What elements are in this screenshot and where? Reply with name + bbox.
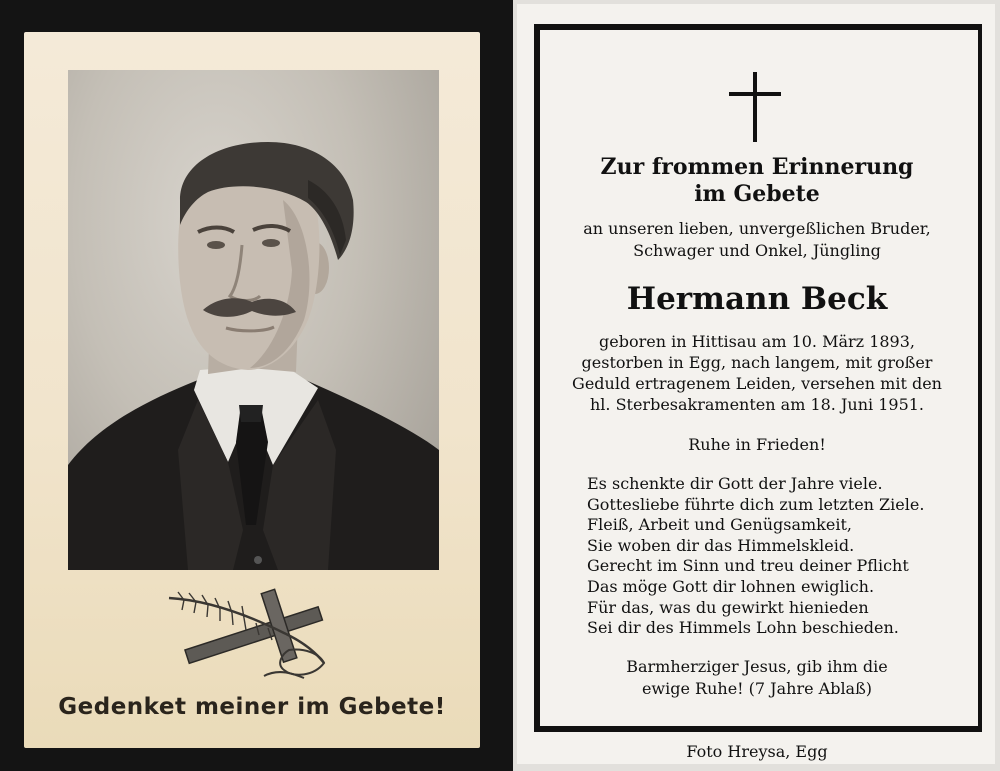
heading-line: Zur frommen Erinnerung: [600, 154, 914, 180]
dedication: [547, 218, 967, 262]
rest-in-peace: Ruhe in Frieden!: [688, 435, 826, 454]
bio-line: geboren in Hittisau am 10. März 1893,: [598, 332, 915, 351]
prayer-line: ewige Ruhe! (7 Jahre Ablaß): [641, 679, 873, 698]
poem-line: Es schenkte dir Gott der Jahre viele.: [587, 474, 883, 493]
prayer: [547, 656, 967, 700]
cross-icon: [729, 72, 781, 142]
right-panel: [513, 0, 1000, 771]
memorial-card-back: [517, 4, 995, 764]
bio-line: Geduld ertragenem Leiden, versehen mit den: [572, 374, 942, 393]
poem-line: Für das, was du gewirkt hienieden: [587, 597, 869, 617]
biography: [547, 331, 967, 415]
poem-line: Das möge Gott dir lohnen ewiglich.: [587, 576, 875, 596]
bio-line: hl. Sterbesakramenten am 18. Juni 1951.: [589, 395, 925, 414]
card-front-caption: Gedenket meiner im Gebete!: [58, 694, 446, 720]
memorial-poem: [587, 474, 967, 639]
photographer-credit: Foto Hreysa, Egg: [686, 742, 828, 761]
deceased-name: Hermann Beck: [626, 281, 888, 317]
poem-line: Gerecht im Sinn und treu deiner Pflicht: [587, 556, 909, 576]
dedication-line: Schwager und Onkel, Jüngling: [633, 241, 881, 260]
dedication-line: an unseren lieben, unvergeßlichen Bruder,: [583, 219, 931, 238]
poem-line: Fleiß, Arbeit und Genügsamkeit,: [587, 515, 852, 535]
cross-and-palm-emblem: [164, 588, 339, 683]
memorial-card-front: [24, 32, 480, 748]
heading: [547, 154, 967, 208]
prayer-line: Barmherziger Jesus, gib ihm die: [626, 657, 888, 676]
portrait-photo: [68, 70, 439, 570]
bio-line: gestorben in Egg, nach langem, mit großer: [581, 353, 933, 372]
poem-line: Sie woben dir das Himmelskleid.: [587, 535, 855, 555]
poem-line: Gottesliebe führte dich zum letzten Ziele.: [587, 494, 925, 514]
heading-line: im Gebete: [694, 181, 820, 207]
poem-line: Sei dir des Himmels Lohn beschieden.: [587, 618, 899, 638]
